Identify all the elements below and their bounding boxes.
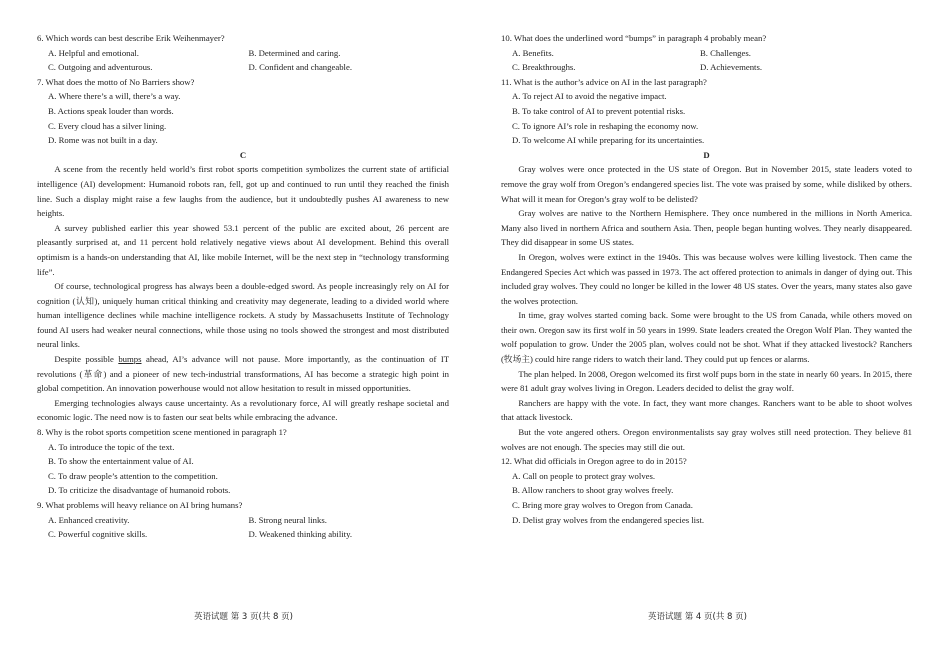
question-8-option-b: B. To show the entertainment value of AI.	[48, 456, 194, 467]
underlined-word-bumps: bumps	[118, 354, 142, 365]
question-12-option-a: A. Call on people to protect gray wolves.	[512, 470, 656, 481]
page-4-footer: 英语试题 第 4 页(共 8 页)	[648, 612, 747, 622]
question-11-stem: 11. What is the author’s advice on AI in the last paragraph?	[501, 76, 707, 87]
question-12-option-b: B. Allow ranchers to shoot gray wolves freely.	[512, 485, 674, 496]
question-9-option-c: C. Powerful cognitive skills.	[48, 529, 148, 540]
question-8-stem: 8. Why is the robot sports competition scene mentioned in paragraph 1?	[37, 427, 287, 438]
question-11-option-a: A. To reject AI to avoid the negative impact.	[512, 91, 667, 102]
question-6-option-b: B. Determined and caring.	[248, 47, 341, 58]
passage-d-paragraph-1: Gray wolves were once protected in the US state of Oregon. But in November 2015, state leaders voted to remove the gray wolf from Oregon’s endangered species list. The vote was praised by some, while disliked by others. What will it mean for Oregon’s gray wolf to be delisted?	[501, 164, 912, 204]
passage-d-paragraph-5: The plan helped. In 2008, Oregon welcomed its first wolf pups born in the state in nearly 60 years. In 2015, there were 81 adult gray wolves living in Oregon. Leaders decided to delist the gray wolf.	[501, 368, 912, 394]
passage-c-paragraph-1: A scene from the recently held world’s first robot sports competition symbolizes the current state of artificial intelligence (AI) development: Humanoid robots ran, fell, got up and continued to run until they reached the finish line. Such a display might raise a few laughs from the audience, but it undoubtedly pushes AI awareness to new heights.	[37, 164, 449, 219]
passage-c-paragraph-4	[37, 352, 449, 396]
question-9-option-d: D. Weakened thinking ability.	[248, 529, 353, 540]
paragraph-4-text-before: Despite possible	[54, 354, 114, 365]
question-11-option-d: D. To welcome AI while preparing for its uncertainties.	[512, 135, 705, 146]
question-10-option-c: C. Breakthroughs.	[512, 62, 576, 73]
question-9-options	[37, 513, 449, 542]
question-10-option-b: B. Challenges.	[700, 47, 751, 58]
question-9-option-a: A. Enhanced creativity.	[48, 514, 130, 525]
question-6-option-a: A. Helpful and emotional.	[48, 47, 139, 58]
passage-c-paragraph-2: A survey published earlier this year showed 53.1 percent of the public are excited about, 26 percent are pleasantly surprised at, and 11 percent hold relatively negative views about AI development. Behind this overall optimism is a hands-on understanding that AI, like mobile Internet, will be the next step in “technology transforming life”.	[37, 222, 449, 277]
passage-c-paragraph-5: Emerging technologies always cause uncertainty. As a revolutionary force, AI will greatly reshape societal and economic logic. The need now is to fasten our seat belts while embracing the advance.	[37, 397, 449, 423]
question-11-option-c: C. To ignore AI’s role in reshaping the economy now.	[512, 120, 699, 131]
question-6-stem: 6. Which words can best describe Erik Weihenmayer?	[37, 33, 225, 43]
question-10-option-a: A. Benefits.	[512, 47, 554, 58]
section-c-heading: C	[239, 149, 247, 160]
question-9-option-b: B. Strong neural links.	[248, 514, 327, 525]
passage-d-paragraph-7: But the vote angered others. Oregon environmentalists say gray wolves still need protection. They believe 81 wolves are not enough. The species may still die out.	[501, 427, 912, 452]
question-12-option-c: C. Bring more gray wolves to Oregon from Canada.	[512, 500, 693, 510]
question-6-options	[37, 46, 449, 75]
page-3-footer: 英语试题 第 3 页(共 8 页)	[194, 612, 293, 622]
passage-d-paragraph-2: Gray wolves are native to the Northern Hemisphere. They once numbered in the millions in North America. Many also lived in northern Africa and southern Asia. Then, people began hunting wolves. They nearly disappeared. They did disappear in some US states.	[501, 208, 912, 248]
question-12-option-d: D. Delist gray wolves from the endangered species list.	[512, 514, 705, 525]
passage-d-paragraph-4: In time, gray wolves started coming back. Some were brought to the US from Canada, while others moved on their own. Oregon saw its first wolf in 50 years in 1999. State leaders created the Oregon Wolf Plan. They wanted the wolf population to grow. Under the 2005 plan, wolves could not be shot. What if they attacked livestock? Ranchers (牧场主) could hire range riders to watch their land. They could put up fences or alarms.	[501, 310, 912, 365]
question-7-option-a: A. Where there’s a will, there’s a way.	[48, 91, 181, 102]
question-8-option-c: C. To draw people’s attention to the competition.	[48, 470, 218, 481]
question-10-stem: 10. What does the underlined word “bumps” in paragraph 4 probably mean?	[501, 33, 767, 43]
page-4-column	[501, 31, 912, 527]
question-10-options	[501, 46, 912, 75]
question-8-option-a: A. To introduce the topic of the text.	[48, 441, 175, 452]
question-11-option-b: B. To take control of AI to prevent potential risks.	[512, 105, 686, 116]
passage-c-paragraph-3: Of course, technological progress has always been a double-edged sword. As people increasingly rely on AI for cognition (认知), uniquely human critical thinking and creativity may degenerate, leading to a divided world where human intelligence declines while machine intelligence rockets. A study by Massachusetts Institute of Technology found AI users had weaker neural connections, while those using no tools showed the strongest and most distributed neural links.	[37, 281, 449, 350]
paragraph-4-text-after: ahead, AI’s advance will not pause. More importantly, as the continuation of IT revolutions (革命) and a pioneer of new tech-industrial transformations, AI has become a strategic high point in global competition. An innovation powerhouse would not allow hesitation to result in missed opportunities.	[37, 354, 450, 394]
question-8-option-d: D. To criticize the disadvantage of humanoid robots.	[48, 485, 231, 496]
page-3-column	[37, 31, 449, 542]
question-7-stem: 7. What does the motto of No Barriers show?	[37, 76, 195, 87]
question-7-option-d: D. Rome was not built in a day.	[48, 135, 158, 146]
section-d-heading: D	[703, 149, 710, 160]
question-6-option-d: D. Confident and changeable.	[248, 62, 352, 73]
question-9-stem: 9. What problems will heavy reliance on AI bring humans?	[37, 500, 243, 510]
passage-d-paragraph-3: In Oregon, wolves were extinct in the 1940s. This was because wolves were killing livestock. Then came the Endangered Species Act which was passed in 1973. The act offered protection to animals in danger of dying out. This included gray wolves. They could no longer be killed in the lower 48 US states. Over the years, many states also gave the wolves protection.	[501, 251, 912, 306]
question-10-option-d: D. Achievements.	[700, 62, 763, 73]
question-6-option-c: C. Outgoing and adventurous.	[48, 62, 153, 73]
question-7-option-b: B. Actions speak louder than words.	[48, 105, 174, 116]
passage-d-paragraph-6: Ranchers are happy with the vote. In fact, they want more changes. Ranchers want to be able to shoot wolves that attack livestock.	[501, 397, 912, 423]
question-7-option-c: C. Every cloud has a silver lining.	[48, 120, 167, 131]
question-12-stem: 12. What did officials in Oregon agree to do in 2015?	[501, 456, 687, 467]
